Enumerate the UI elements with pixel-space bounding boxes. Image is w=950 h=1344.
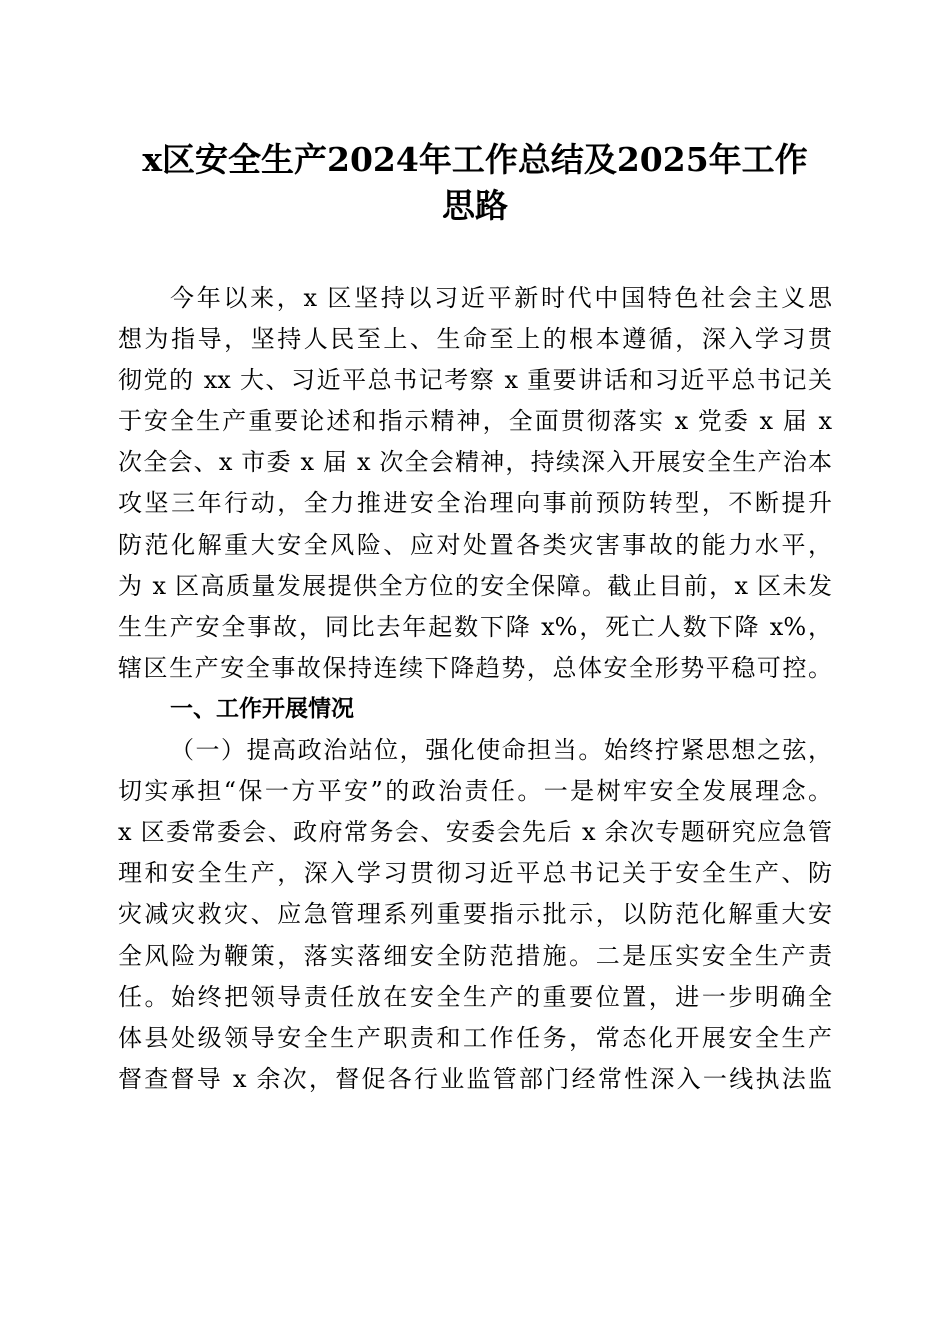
text-line: 任。始终把领导责任放在安全生产的重要位置，进一步明确全: [118, 982, 832, 1011]
text-line: 今年以来，x 区坚持以习近平新时代中国特色社会主义思: [170, 284, 832, 312]
text-line: 彻党的 xx 大、习近平总书记考察 x 重要讲话和习近平总书记关: [118, 366, 832, 395]
text-line: 理和安全生产，深入学习贯彻习近平总书记关于安全生产、防: [118, 859, 832, 888]
text-line: 为 x 区高质量发展提供全方位的安全保障。截止目前，x 区未发: [118, 571, 832, 600]
text-line: 攻坚三年行动，全力推进安全治理向事前预防转型，不断提升: [118, 489, 832, 518]
document-title: [110, 137, 840, 229]
text-line: 全风险为鞭策，落实落细安全防范措施。二是压实安全生产责: [118, 941, 832, 970]
section-heading: 一、工作开展情况: [170, 695, 354, 722]
text-line: 切实承担“保一方平安”的政治责任。一是树牢安全发展理念。: [118, 777, 832, 806]
text-line: 次全会、x 市委 x 届 x 次全会精神，持续深入开展安全生产治本: [118, 448, 832, 477]
title-line-1: x区安全生产2024年工作总结及2025年工作: [142, 140, 808, 179]
text-line: 于安全生产重要论述和指示精神，全面贯彻落实 x 党委 x 届 x: [118, 407, 832, 436]
section-paragraph: [118, 730, 832, 1100]
text-line: x 区委常委会、政府常务会、安委会先后 x 余次专题研究应急管: [118, 818, 832, 847]
text-line: （一）提高政治站位，强化使命担当。始终拧紧思想之弦，: [170, 736, 832, 765]
text-line: 生生产安全事故，同比去年起数下降 x%，死亡人数下降 x%，: [118, 612, 832, 641]
text-line: 灾减灾救灾、应急管理系列重要指示批示，以防范化解重大安: [118, 900, 832, 929]
text-line: 督查督导 x 余次，督促各行业监管部门经常性深入一线执法监: [118, 1064, 832, 1093]
title-line-2: 思路: [442, 186, 508, 225]
text-line: 辖区生产安全事故保持连续下降趋势，总体安全形势平稳可控。: [118, 653, 832, 682]
text-line: 防范化解重大安全风险、应对处置各类灾害事故的能力水平，: [118, 530, 832, 559]
document-body: [118, 278, 832, 1100]
intro-paragraph: [118, 278, 832, 689]
text-line: 想为指导，坚持人民至上、生命至上的根本遵循，深入学习贯: [118, 325, 832, 354]
text-line: 体县处级领导安全生产职责和工作任务，常态化开展安全生产: [118, 1023, 832, 1052]
